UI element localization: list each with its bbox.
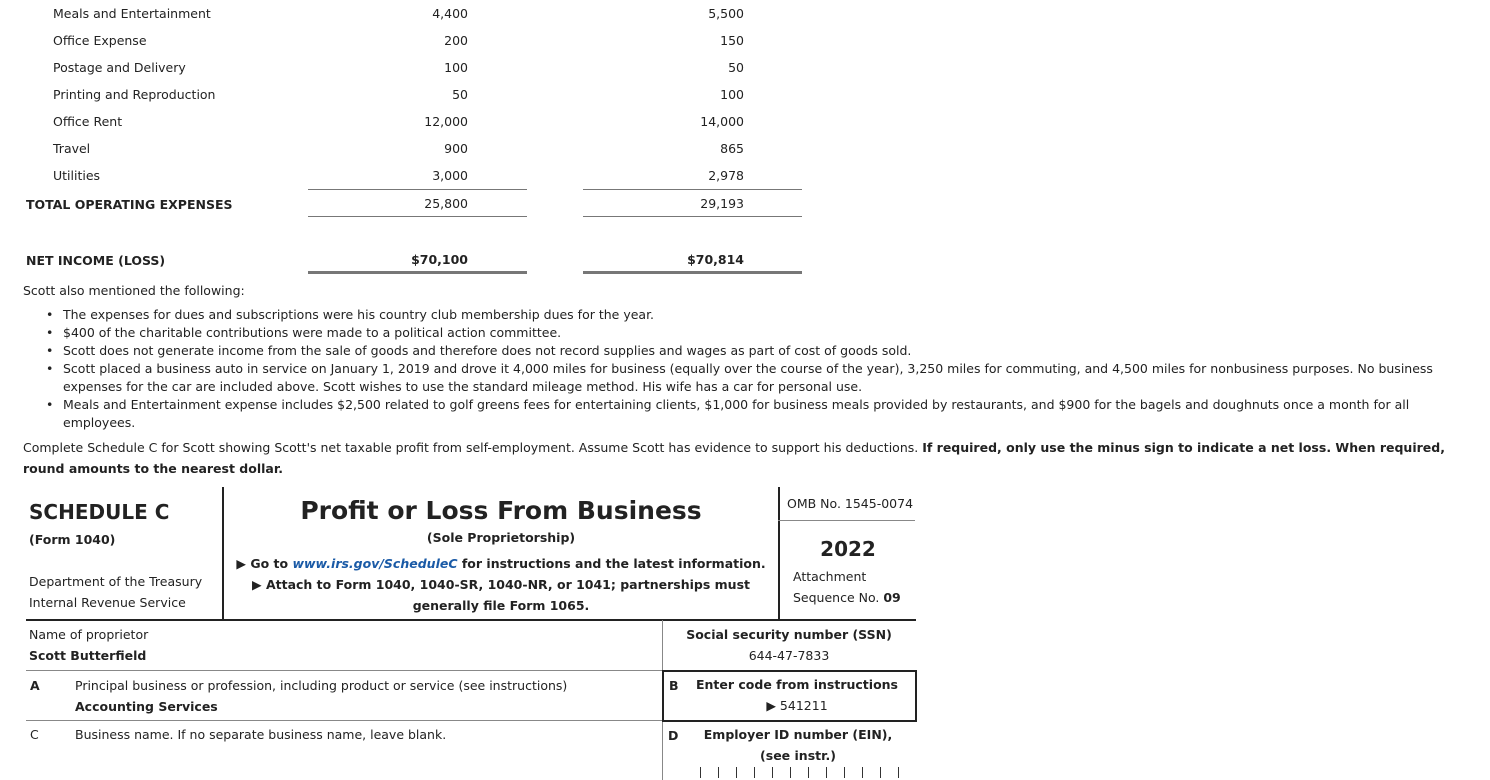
table-rule bbox=[308, 216, 527, 217]
sequence-label: Sequence No. 09 bbox=[793, 590, 901, 605]
code-value: ▶ 541211 bbox=[766, 698, 828, 713]
line-letter: A bbox=[30, 678, 40, 693]
intro-text: Scott also mentioned the following: bbox=[23, 283, 245, 298]
ein-digit-divider bbox=[880, 767, 881, 778]
ein-digit-divider bbox=[736, 767, 737, 778]
business-label: Principal business or profession, including product or service (see instructions) bbox=[75, 678, 568, 693]
business-value: Accounting Services bbox=[75, 699, 218, 714]
expense-col2: 100 bbox=[720, 87, 744, 102]
form-title: Profit or Loss From Business bbox=[300, 496, 702, 525]
ein-digit-divider bbox=[898, 767, 899, 778]
list-item: • $400 of the charitable contributions were made to a political action committee. bbox=[44, 324, 1484, 342]
list-item: • Meals and Entertainment expense includes $2,500 related to golf greens fees for entertaining clients, $1,000 for business meals provided by restaurants, and $900 for the bagels and doughnuts once a month for all employees. bbox=[44, 396, 1484, 432]
expense-label: Office Rent bbox=[53, 114, 123, 129]
expense-col1: 4,400 bbox=[432, 6, 468, 21]
line-letter: C bbox=[30, 727, 39, 742]
ein-digit-divider bbox=[862, 767, 863, 778]
expense-col2: 2,978 bbox=[708, 168, 744, 183]
attach-line: generally file Form 1065. bbox=[412, 598, 590, 613]
table-rule bbox=[583, 216, 802, 217]
attachment-label: Attachment bbox=[793, 569, 867, 584]
form-subtitle: (Sole Proprietorship) bbox=[426, 530, 576, 545]
list-item: • Scott does not generate income from the sale of goods and therefore does not record supplies and wages as part of cost of goods sold. bbox=[44, 342, 1484, 360]
ein-digit-divider bbox=[844, 767, 845, 778]
dept-text: Internal Revenue Service bbox=[29, 595, 186, 610]
goto-line: ▶ Go to www.irs.gov/ScheduleC for instructions and the latest information. bbox=[236, 556, 766, 571]
expense-label: Printing and Reproduction bbox=[53, 87, 216, 102]
ein-digit-divider bbox=[808, 767, 809, 778]
form-divider bbox=[26, 619, 916, 621]
expense-col1: 3,000 bbox=[432, 168, 468, 183]
total-col2: 29,193 bbox=[700, 196, 744, 211]
proprietor-name: Scott Butterfield bbox=[29, 648, 147, 663]
table-rule bbox=[583, 189, 802, 190]
ein-digit-divider bbox=[790, 767, 791, 778]
expense-col1: 12,000 bbox=[424, 114, 468, 129]
notes-list bbox=[44, 306, 1484, 432]
tax-year: 2022 bbox=[820, 537, 876, 561]
ein-digit-divider bbox=[826, 767, 827, 778]
net-label: NET INCOME (LOSS) bbox=[26, 253, 166, 268]
expense-col2: 14,000 bbox=[700, 114, 744, 129]
expense-col2: 865 bbox=[720, 141, 744, 156]
ssn-value: 644-47-7833 bbox=[748, 648, 830, 663]
ein-digit-divider bbox=[754, 767, 755, 778]
total-col1: 25,800 bbox=[424, 196, 468, 211]
expense-col2: 5,500 bbox=[708, 6, 744, 21]
schedule-title: SCHEDULE C bbox=[29, 500, 170, 524]
form-number: (Form 1040) bbox=[29, 532, 116, 547]
expense-label: Meals and Entertainment bbox=[53, 6, 211, 21]
ein-label: Employer ID number (EIN), bbox=[703, 727, 893, 742]
line-letter: B bbox=[669, 678, 679, 693]
expense-col2: 50 bbox=[728, 60, 744, 75]
ein-label: (see instr.) bbox=[760, 748, 836, 763]
irs-link[interactable]: www.irs.gov/ScheduleC bbox=[292, 556, 458, 571]
attach-line: ▶ Attach to Form 1040, 1040-SR, 1040-NR, or 1041; partnerships must bbox=[252, 577, 750, 592]
expense-label: Office Expense bbox=[53, 33, 147, 48]
expense-col1: 100 bbox=[444, 60, 468, 75]
expense-label: Travel bbox=[53, 141, 91, 156]
ein-digit-divider bbox=[718, 767, 719, 778]
expense-col1: 200 bbox=[444, 33, 468, 48]
omb-number: OMB No. 1545-0074 bbox=[787, 496, 914, 511]
list-item: • Scott placed a business auto in service on January 1, 2019 and drove it 4,000 miles for business (equally over the course of the year), 3,250 miles for commuting, and 4,500 miles for nonbusiness purposes. No business expenses for the car are included above. Scott wishes to use the standard mileage method. His wife has a car for personal use. bbox=[44, 360, 1484, 396]
ein-digit-divider bbox=[772, 767, 773, 778]
list-item: • The expenses for dues and subscriptions were his country club membership dues for the year. bbox=[44, 306, 1484, 324]
line-letter: D bbox=[668, 728, 679, 743]
expense-col2: 150 bbox=[720, 33, 744, 48]
code-label: Enter code from instructions bbox=[695, 677, 898, 692]
double-rule bbox=[308, 271, 527, 274]
ssn-label: Social security number (SSN) bbox=[686, 627, 892, 642]
instructions-text: Complete Schedule C for Scott showing Scott's net taxable profit from self-employment. Assume Scott has evidence to support his deductions. If required, only use the minus sign to indicate a net loss. When required, round amounts to the nearest dollar. bbox=[23, 440, 1445, 476]
table-rule bbox=[308, 189, 527, 190]
expense-label: Postage and Delivery bbox=[53, 60, 186, 75]
form-divider bbox=[26, 720, 662, 721]
expense-label: Utilities bbox=[53, 168, 101, 183]
dept-text: Department of the Treasury bbox=[29, 574, 203, 589]
ein-digit-divider bbox=[700, 767, 701, 778]
form-divider bbox=[778, 520, 915, 521]
business-name-label: Business name. If no separate business name, leave blank. bbox=[75, 727, 447, 742]
net-col2: $70,814 bbox=[687, 252, 744, 267]
name-label: Name of proprietor bbox=[29, 627, 149, 642]
net-col1: $70,100 bbox=[411, 252, 468, 267]
double-rule bbox=[583, 271, 802, 274]
expense-col1: 50 bbox=[452, 87, 468, 102]
expense-col1: 900 bbox=[444, 141, 468, 156]
total-label: TOTAL OPERATING EXPENSES bbox=[26, 197, 233, 212]
